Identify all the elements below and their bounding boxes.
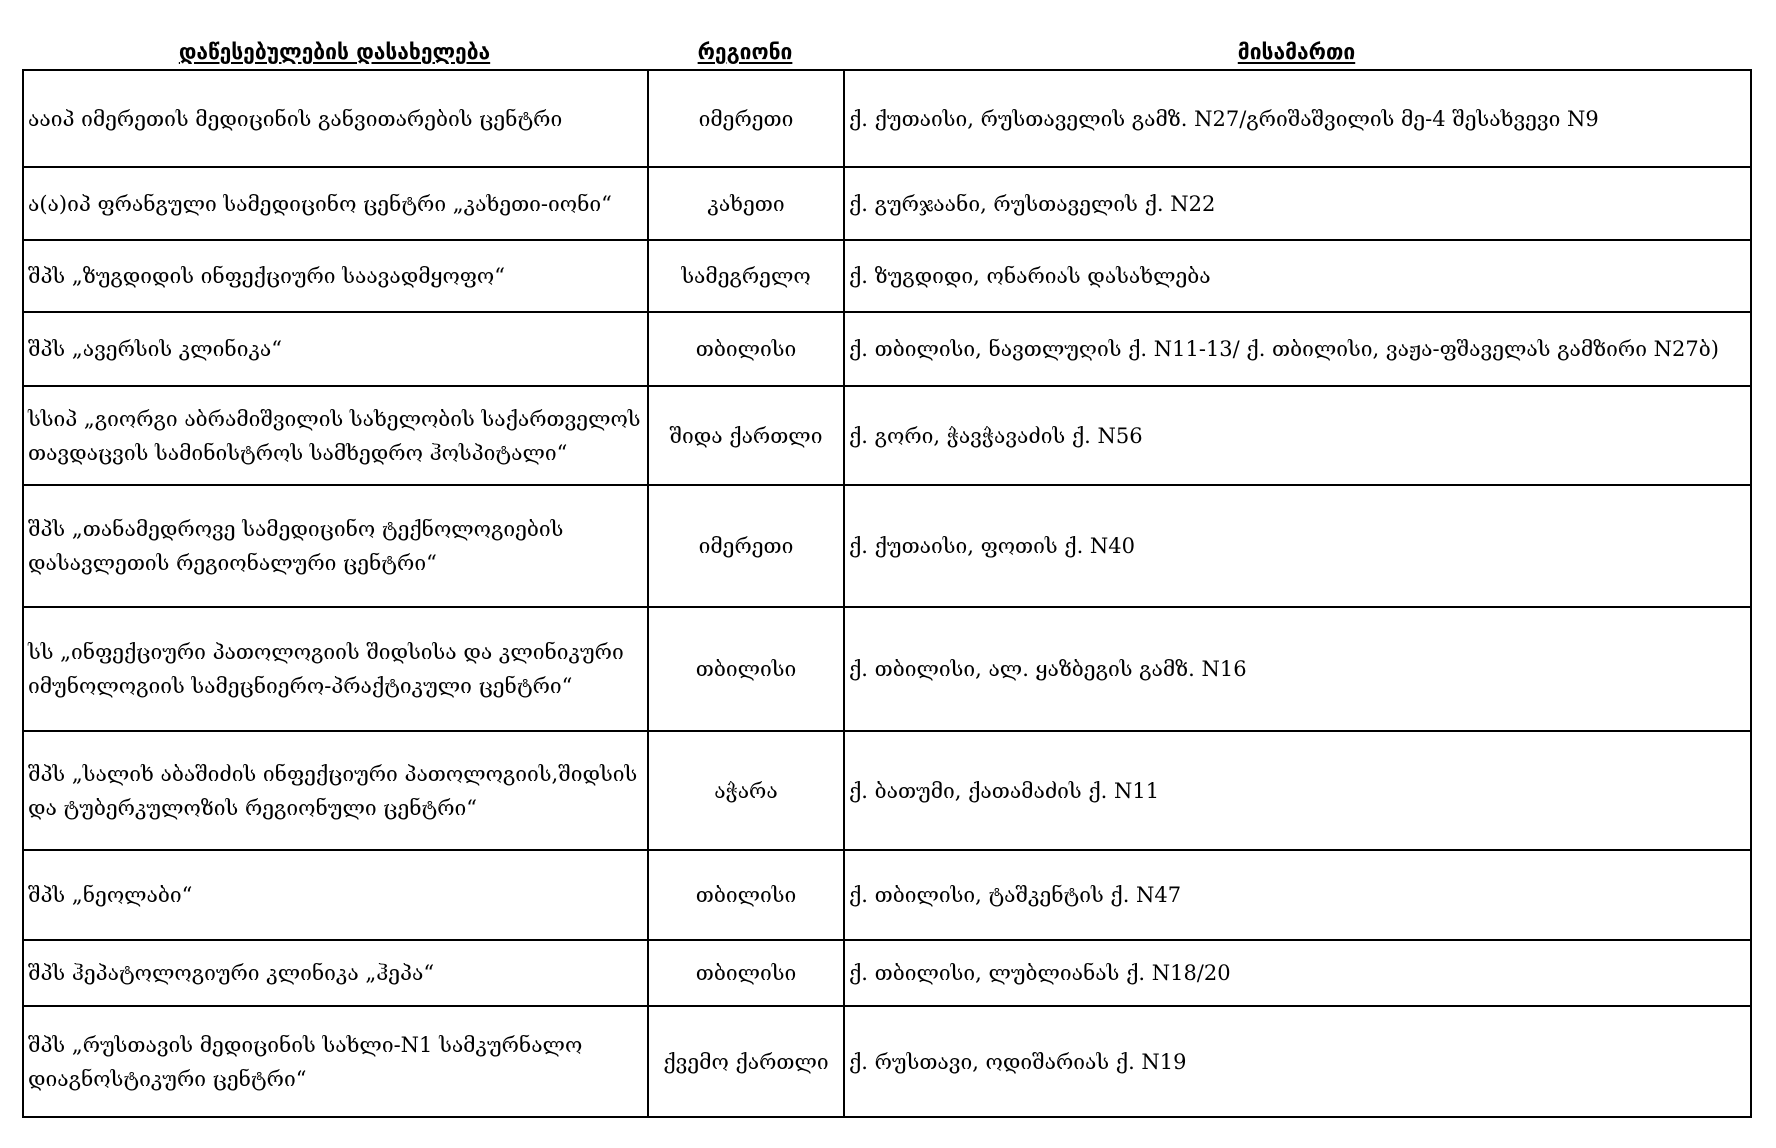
facility-name-cell: ააიპ იმერეთის მედიცინის განვითარების ცენტრი: [23, 70, 648, 167]
facility-name-cell: სსიპ „გიორგი აბრამიშვილის სახელობის საქართველოს თავდაცვის სამინისტროს სამხედრო ჰოსპიტალი“: [23, 386, 648, 485]
facilities-table: [22, 69, 1752, 1118]
table-row: [23, 1006, 1751, 1117]
region-cell: შიდა ქართლი: [648, 386, 844, 485]
region-cell: თბილისი: [648, 850, 844, 940]
facility-name-cell: ა(ა)იპ ფრანგული სამედიცინო ცენტრი „კახეთი-იონი“: [23, 167, 648, 240]
facility-name-cell: შპს „ავერსის კლინიკა“: [23, 312, 648, 386]
address-cell: ქ. რუსთავი, ოდიშარიას ქ. N19: [844, 1006, 1751, 1117]
facility-name-cell: შპს „რუსთავის მედიცინის სახლი-N1 სამკურნალო დიაგნოსტიკური ცენტრი“: [23, 1006, 648, 1117]
region-cell: აჭარა: [648, 731, 844, 850]
region-cell: სამეგრელო: [648, 240, 844, 312]
address-cell: ქ. თბილისი, ტაშკენტის ქ. N47: [844, 850, 1751, 940]
facility-name-cell: სს „ინფექციური პათოლოგიის შიდსისა და კლინიკური იმუნოლოგიის სამეცნიერო-პრაქტიკული ცენტრი“: [23, 607, 648, 731]
facility-name-cell: შპს ჰეპატოლოგიური კლინიკა „ჰეპა“: [23, 940, 648, 1006]
facility-name-cell: შპს „ნეოლაბი“: [23, 850, 648, 940]
header-region: რეგიონი: [697, 40, 793, 64]
table-row: [23, 940, 1751, 1006]
facility-name-cell: შპს „თანამედროვე სამედიცინო ტექნოლოგიების დასავლეთის რეგიონალური ცენტრი“: [23, 485, 648, 607]
header-address: მისამართი: [1237, 40, 1356, 64]
region-cell: იმერეთი: [648, 485, 844, 607]
table-row: [23, 240, 1751, 312]
region-cell: ქვემო ქართლი: [648, 1006, 844, 1117]
address-cell: ქ. გორი, ჭავჭავაძის ქ. N56: [844, 386, 1751, 485]
table-row: [23, 731, 1751, 850]
region-cell: კახეთი: [648, 167, 844, 240]
facility-name-cell: შპს „ზუგდიდის ინფექციური საავადმყოფო“: [23, 240, 648, 312]
table-row: [23, 607, 1751, 731]
region-cell: თბილისი: [648, 607, 844, 731]
address-cell: ქ. თბილისი, ნავთლუღის ქ. N11-13/ ქ. თბილისი, ვაჟა-ფშაველას გამზირი N27ბ): [844, 312, 1751, 386]
address-cell: ქ. ბათუმი, ქათამაძის ქ. N11: [844, 731, 1751, 850]
region-cell: იმერეთი: [648, 70, 844, 167]
table-row: [23, 386, 1751, 485]
region-cell: თბილისი: [648, 940, 844, 1006]
table-header-row: [22, 36, 1750, 68]
address-cell: ქ. ქუთაისი, რუსთაველის გამზ. N27/გრიშაშვილის მე-4 შესახვევი N9: [844, 70, 1751, 167]
table-row: [23, 167, 1751, 240]
address-cell: ქ. თბილისი, ალ. ყაზბეგის გამზ. N16: [844, 607, 1751, 731]
address-cell: ქ. ქუთაისი, ფოთის ქ. N40: [844, 485, 1751, 607]
table-row: [23, 850, 1751, 940]
table-row: [23, 312, 1751, 386]
table-row: [23, 485, 1751, 607]
header-facility-name: დაწესებულების დასახელება: [178, 40, 491, 64]
address-cell: ქ. გურჯაანი, რუსთაველის ქ. N22: [844, 167, 1751, 240]
facility-name-cell: შპს „სალიხ აბაშიძის ინფექციური პათოლოგიის,შიდსის და ტუბერკულოზის რეგიონული ცენტრი“: [23, 731, 648, 850]
region-cell: თბილისი: [648, 312, 844, 386]
table-row: [23, 70, 1751, 167]
address-cell: ქ. ზუგდიდი, ონარიას დასახლება: [844, 240, 1751, 312]
address-cell: ქ. თბილისი, ლუბლიანას ქ. N18/20: [844, 940, 1751, 1006]
